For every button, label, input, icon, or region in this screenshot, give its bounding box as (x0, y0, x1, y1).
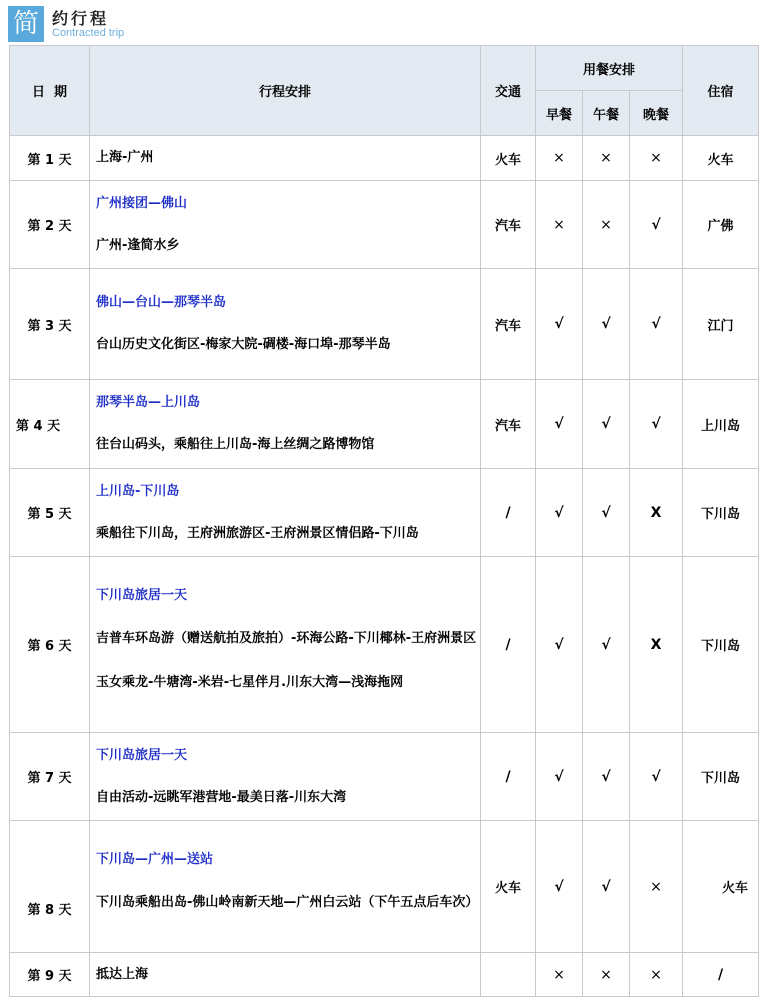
lunch-cell: √ (583, 733, 630, 821)
transport-cell: / (481, 469, 536, 557)
breakfast-cell: √ (536, 733, 583, 821)
plan-detail: 上海-广州 (96, 150, 154, 165)
transport-cell: 汽车 (481, 181, 536, 269)
page-title: 约行程 (52, 9, 110, 28)
transport-cell: 汽车 (481, 269, 536, 380)
plan-detail: 抵达上海 (96, 966, 149, 982)
table-row (10, 380, 759, 469)
header-date: 日 期 (10, 46, 90, 136)
plan-cell (90, 136, 481, 181)
itinerary-table (9, 45, 759, 997)
dinner-cell: √ (630, 380, 683, 469)
day-cell: 第 9 天 (10, 953, 90, 997)
breakfast-cell: × (536, 181, 583, 269)
header-breakfast: 早餐 (536, 91, 583, 136)
lunch-cell: √ (583, 469, 630, 557)
header-transport: 交通 (481, 46, 536, 136)
plan-detail: 台山历史文化街区-梅家大院-碉楼-海口埠-那琴半岛 (96, 337, 391, 352)
table-row (10, 733, 759, 821)
day-cell: 第 7 天 (10, 733, 90, 821)
plan-detail: 乘船往下川岛，王府洲旅游区-王府洲景区情侣路-下川岛 (96, 525, 419, 541)
table-row (10, 269, 759, 380)
plan-route: 广州接团—佛山 (96, 195, 188, 211)
table-row (10, 469, 759, 557)
plan-cell (90, 557, 481, 733)
transport-cell: 火车 (481, 821, 536, 953)
lodging-cell: 广佛 (683, 181, 759, 269)
lodging-cell: / (683, 953, 759, 997)
header-plan: 行程安排 (90, 46, 481, 136)
dinner-cell: × (630, 136, 683, 181)
plan-route: 下川岛旅居一天 (96, 747, 188, 763)
plan-detail: 下川岛乘船出岛-佛山岭南新天地—广州白云站（下午五点后车次） (96, 894, 479, 910)
lunch-cell: × (583, 181, 630, 269)
lunch-cell: √ (583, 557, 630, 733)
plan-cell (90, 733, 481, 821)
plan-cell (90, 469, 481, 557)
plan-detail: 吉普车环岛游（赠送航拍及旅拍）-环海公路-下川椰林-王府洲景区玉女乘龙-牛塘湾-米岩-七星伴月.川东大湾—浅海拖网 (96, 630, 477, 690)
plan-route: 下川岛—广州—送站 (96, 851, 214, 867)
table-row (10, 557, 759, 733)
plan-cell (90, 953, 481, 997)
lodging-cell: 下川岛 (683, 733, 759, 821)
plan-route: 那琴半岛—上川岛 (96, 395, 201, 410)
plan-cell (90, 821, 481, 953)
header-dinner: 晚餐 (630, 91, 683, 136)
day-cell: 第 5 天 (10, 469, 90, 557)
dinner-cell: √ (630, 733, 683, 821)
transport-cell: / (481, 733, 536, 821)
lunch-cell: √ (583, 269, 630, 380)
header-meals: 用餐安排 (536, 46, 683, 91)
day-cell: 第 6 天 (10, 557, 90, 733)
table-row (10, 821, 759, 953)
dinner-cell: × (630, 953, 683, 997)
plan-route: 上川岛-下川岛 (96, 483, 180, 499)
lodging-cell: 火车 (683, 821, 759, 953)
lodging-cell: 下川岛 (683, 469, 759, 557)
lodging-cell: 下川岛 (683, 557, 759, 733)
lunch-cell: √ (583, 821, 630, 953)
plan-route: 下川岛旅居一天 (96, 587, 188, 603)
transport-cell (481, 953, 536, 997)
plan-route: 佛山—台山—那琴半岛 (96, 295, 227, 310)
transport-cell: 汽车 (481, 380, 536, 469)
logo-icon: 简 (8, 6, 44, 42)
plan-detail: 往台山码头，乘船往上川岛-海上丝绸之路博物馆 (96, 437, 375, 452)
plan-cell (90, 380, 481, 469)
dinner-cell: √ (630, 181, 683, 269)
breakfast-cell: √ (536, 380, 583, 469)
plan-detail: 自由活动-远眺军港营地-最美日落-川东大湾 (96, 789, 347, 805)
transport-cell: 火车 (481, 136, 536, 181)
day-cell: 第 2 天 (10, 181, 90, 269)
lodging-cell: 火车 (683, 136, 759, 181)
plan-detail: 广州-逢简水乡 (96, 237, 180, 253)
breakfast-cell: × (536, 136, 583, 181)
table-row (10, 953, 759, 997)
lunch-cell: √ (583, 380, 630, 469)
header (0, 0, 763, 44)
page-subtitle: Contracted trip (52, 27, 125, 39)
breakfast-cell: × (536, 953, 583, 997)
breakfast-cell: √ (536, 821, 583, 953)
plan-cell (90, 181, 481, 269)
header-lodging: 住宿 (683, 46, 759, 136)
breakfast-cell: √ (536, 557, 583, 733)
dinner-cell: X (630, 557, 683, 733)
lunch-cell: × (583, 136, 630, 181)
day-cell: 第 4 天 (10, 380, 90, 469)
transport-cell: / (481, 557, 536, 733)
day-cell: 第 3 天 (10, 269, 90, 380)
lodging-cell: 江门 (683, 269, 759, 380)
breakfast-cell: √ (536, 469, 583, 557)
breakfast-cell: √ (536, 269, 583, 380)
plan-cell (90, 269, 481, 380)
dinner-cell: X (630, 469, 683, 557)
day-cell: 第 1 天 (10, 136, 90, 181)
lodging-cell: 上川岛 (683, 380, 759, 469)
dinner-cell: × (630, 821, 683, 953)
dinner-cell: √ (630, 269, 683, 380)
table-row (10, 136, 759, 181)
lunch-cell: × (583, 953, 630, 997)
day-cell: 第 8 天 (10, 821, 90, 953)
header-lunch: 午餐 (583, 91, 630, 136)
table-row (10, 181, 759, 269)
